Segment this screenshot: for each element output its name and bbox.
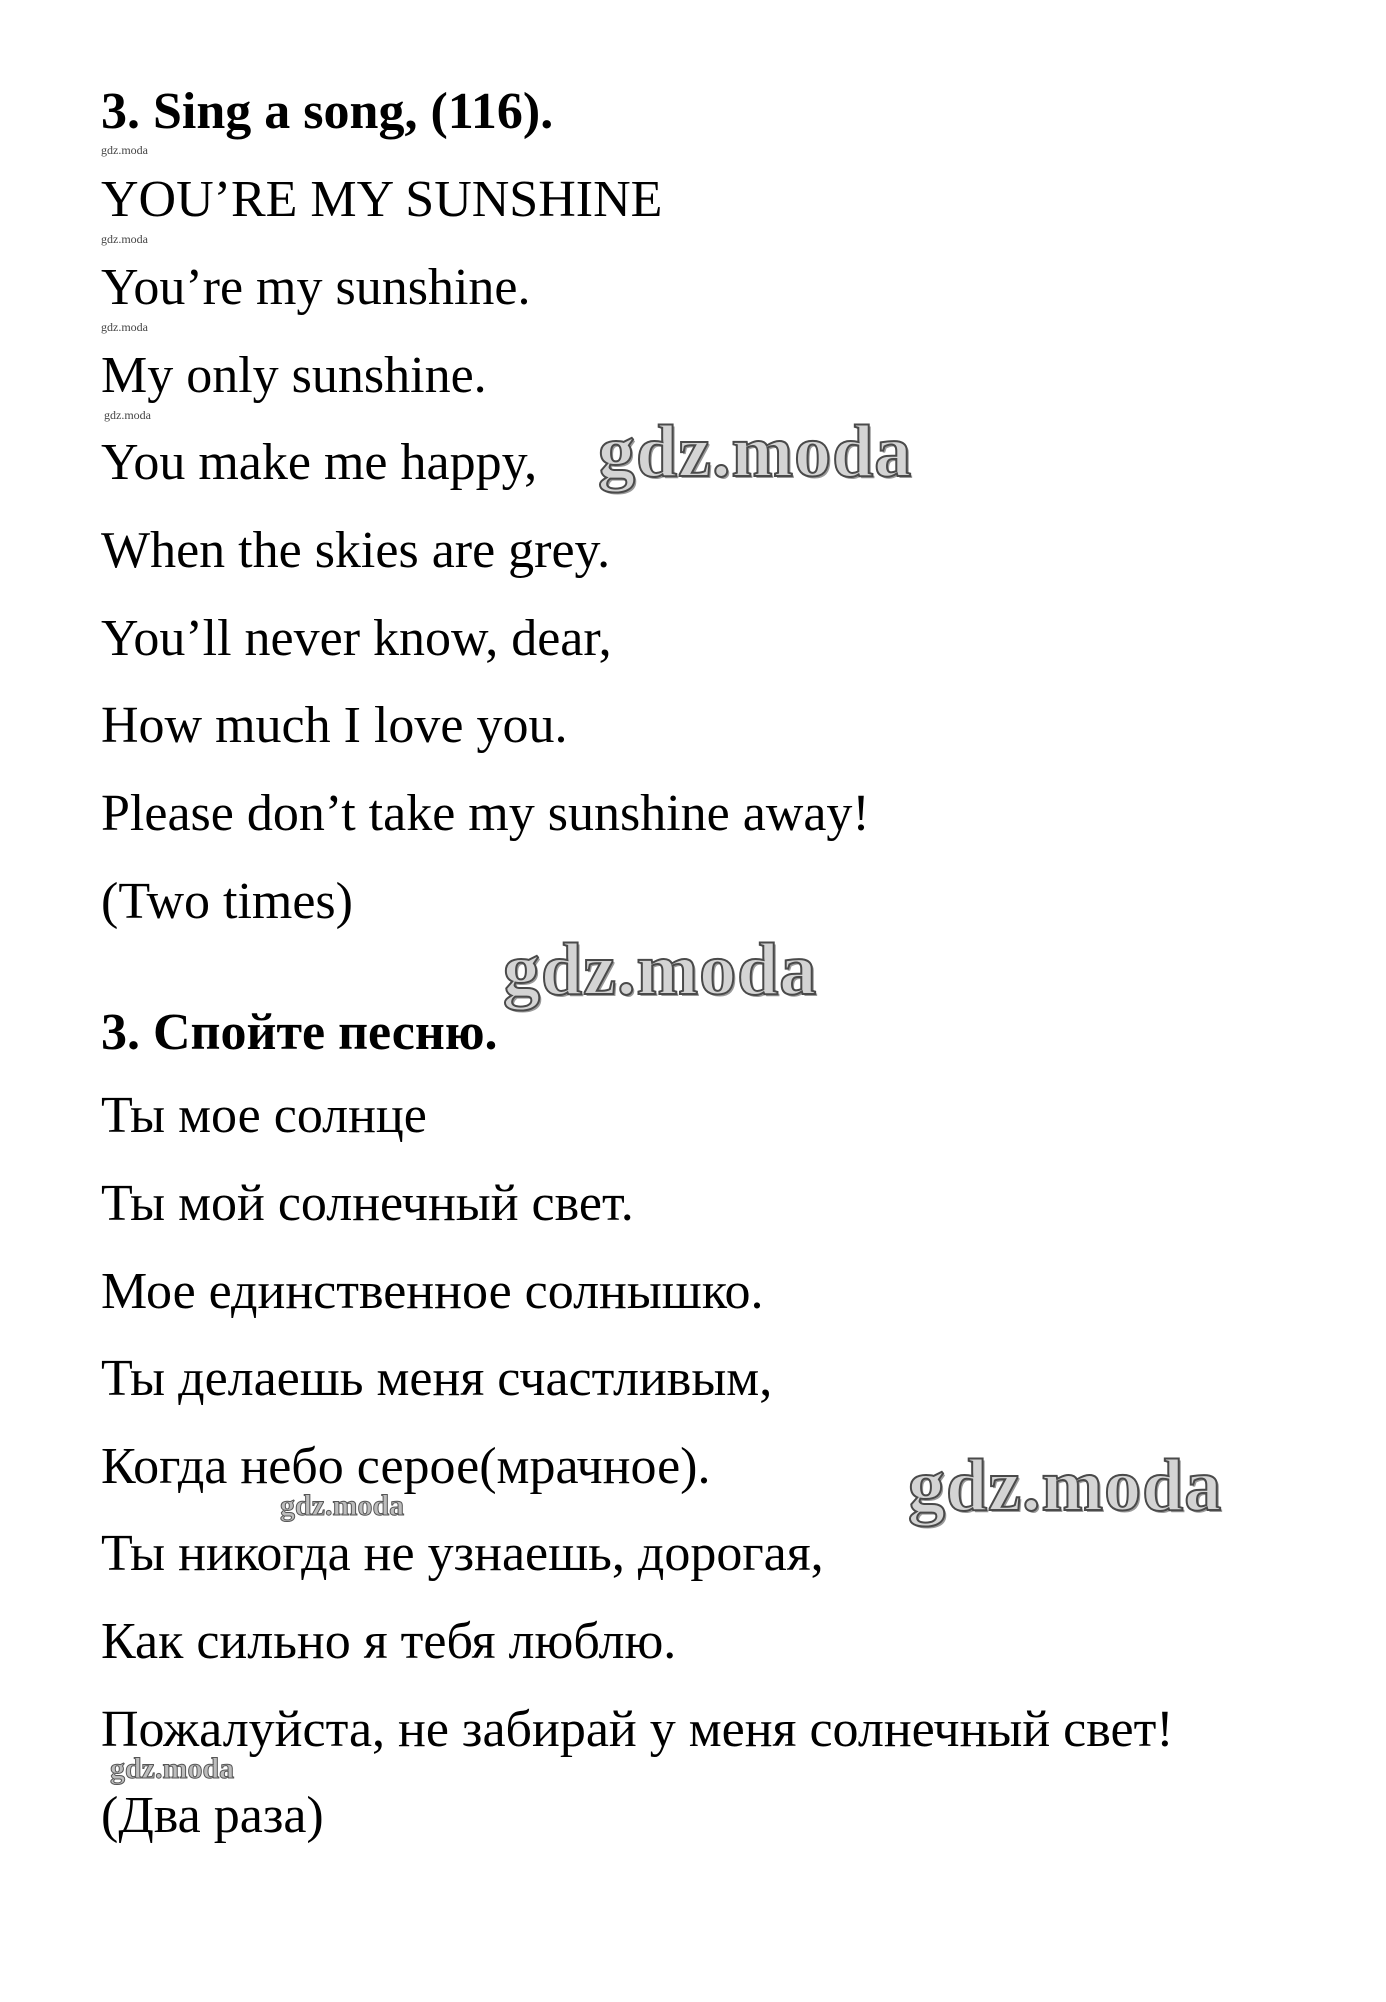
watermark-medium: gdz.moda	[110, 1752, 235, 1785]
russian-line: Когда небо серое(мрачное).	[101, 1438, 711, 1495]
russian-heading: 3. Спойте песню.	[101, 1004, 498, 1061]
song-title: YOU’RE MY SUNSHINE	[101, 171, 663, 228]
russian-line: Пожалуйста, не забирай у меня солнечный свет!	[101, 1701, 1174, 1758]
english-line: When the skies are grey.	[101, 522, 611, 579]
english-line: You’ll never know, dear,	[101, 610, 612, 667]
english-line: How much I love you.	[101, 697, 568, 754]
english-heading: 3. Sing a song, (116).	[101, 83, 554, 140]
watermark-large: gdz.moda	[598, 411, 913, 493]
watermark-large: gdz.moda	[908, 1445, 1223, 1527]
watermark-small: gdz.moda	[104, 408, 151, 422]
english-line: My only sunshine.	[101, 347, 487, 404]
watermark-small: gdz.moda	[101, 232, 148, 246]
russian-line: (Два раза)	[101, 1787, 324, 1844]
watermark-small: gdz.moda	[101, 143, 148, 157]
english-line: You’re my sunshine.	[101, 259, 531, 316]
watermark-small: gdz.moda	[101, 320, 148, 334]
russian-line: Ты мой солнечный свет.	[101, 1175, 634, 1232]
english-line: You make me happy,	[101, 434, 538, 491]
russian-line: Ты мое солнце	[101, 1087, 427, 1144]
russian-line: Ты делаешь меня счастливым,	[101, 1350, 773, 1407]
english-line: Please don’t take my sunshine away!	[101, 785, 870, 842]
russian-line: Как сильно я тебя люблю.	[101, 1613, 677, 1670]
russian-line: Ты никогда не узнаешь, дорогая,	[101, 1525, 824, 1582]
english-line: (Two times)	[101, 873, 353, 930]
russian-line: Мое единственное солнышко.	[101, 1263, 764, 1320]
watermark-large: gdz.moda	[503, 929, 818, 1011]
watermark-medium: gdz.moda	[280, 1489, 405, 1522]
